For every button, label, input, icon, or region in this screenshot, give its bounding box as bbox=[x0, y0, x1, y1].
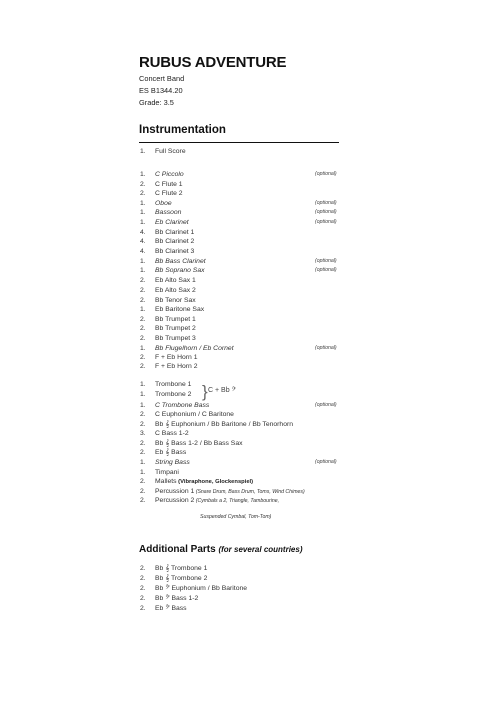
instrument-name: Bb Bass Clarinet bbox=[155, 258, 206, 265]
catalog-code: ES B1344.20 bbox=[139, 86, 183, 95]
instrument-optional-tag: (optional) bbox=[315, 345, 337, 351]
additional-part-count: 2. bbox=[140, 605, 146, 612]
instrument-row bbox=[140, 276, 196, 285]
percussion-2-note-continued: Suspended Cymbal, Tom-Tom) bbox=[200, 514, 272, 520]
instrument-name: Bassoon bbox=[155, 209, 182, 216]
instrument-row bbox=[140, 477, 253, 487]
additional-part-name: Eb 𝄢 Bass bbox=[155, 605, 187, 612]
instrument-name: Eb Alto Sax 1 bbox=[155, 277, 196, 284]
instrument-count: 1. bbox=[140, 267, 146, 274]
instrument-count: 2. bbox=[140, 190, 146, 197]
instrument-row bbox=[140, 257, 206, 266]
instrument-name: Percussion 2 bbox=[155, 497, 195, 504]
instrument-name: Oboe bbox=[155, 200, 172, 207]
additional-part-row bbox=[140, 564, 207, 573]
instrument-row bbox=[140, 266, 205, 275]
instrument-note: (Vibraphone, Glockenspiel) bbox=[176, 479, 254, 485]
instrument-count: 1. bbox=[140, 402, 146, 409]
instrument-name: C Flute 2 bbox=[155, 190, 183, 197]
instrument-name: F + Eb Horn 2 bbox=[155, 363, 198, 370]
instrument-count: 2. bbox=[140, 181, 146, 188]
trombone-brace: } bbox=[202, 382, 208, 401]
instrument-row bbox=[140, 189, 183, 198]
instrument-name: C Trombone Bass bbox=[155, 402, 210, 409]
instrument-row bbox=[140, 170, 184, 179]
instrument-name: Eb Alto Sax 2 bbox=[155, 287, 196, 294]
instrument-row bbox=[140, 390, 191, 399]
additional-part-name: Bb 𝄞 Trombone 1 bbox=[155, 565, 208, 572]
instrument-row bbox=[140, 180, 183, 189]
instrument-optional-tag: (optional) bbox=[315, 267, 337, 273]
instrumentation-heading: Instrumentation bbox=[139, 124, 226, 136]
instrument-row bbox=[140, 353, 198, 362]
instrument-name: F + Eb Horn 1 bbox=[155, 354, 198, 361]
instrument-count: 2. bbox=[140, 325, 146, 332]
instrument-row bbox=[140, 344, 234, 353]
instrument-name: Full Score bbox=[155, 148, 186, 155]
instrument-name: Bb Clarinet 3 bbox=[155, 248, 195, 255]
instrument-count: 2. bbox=[140, 478, 146, 485]
instrument-name: Bb Clarinet 1 bbox=[155, 229, 195, 236]
additional-part-row bbox=[140, 594, 198, 603]
instrument-count: 1. bbox=[140, 258, 146, 265]
instrument-note: (Cymbals a 2, Triangle, Tambourine, bbox=[194, 498, 280, 504]
additional-parts-subtitle: (for several countries) bbox=[218, 545, 303, 554]
ensemble-type: Concert Band bbox=[139, 74, 185, 83]
instrument-row bbox=[140, 410, 234, 419]
instrument-count: 1. bbox=[140, 469, 146, 476]
instrument-name: String Bass bbox=[155, 459, 190, 466]
instrument-name: Bb 𝄞 Bass 1-2 / Bb Bass Sax bbox=[155, 440, 243, 447]
instrument-count: 2. bbox=[140, 316, 146, 323]
additional-part-name: Bb 𝄞 Trombone 2 bbox=[155, 575, 208, 582]
instrument-count: 1. bbox=[140, 306, 146, 313]
instrument-name: Bb Soprano Sax bbox=[155, 267, 205, 274]
instrument-count: 1. bbox=[140, 381, 146, 388]
additional-part-row bbox=[140, 604, 187, 613]
instrument-count: 2. bbox=[140, 421, 146, 428]
instrument-name: Bb Trumpet 2 bbox=[155, 325, 196, 332]
instrument-row bbox=[140, 286, 196, 295]
instrument-count: 1. bbox=[140, 345, 146, 352]
additional-part-count: 2. bbox=[140, 575, 146, 582]
grade-level: Grade: 3.5 bbox=[139, 98, 174, 107]
instrument-name: C Piccolo bbox=[155, 171, 184, 178]
additional-part-count: 2. bbox=[140, 585, 146, 592]
instrument-name: Eb Baritone Sax bbox=[155, 306, 205, 313]
instrument-name: C Bass 1-2 bbox=[155, 430, 189, 437]
instrument-row bbox=[140, 362, 198, 371]
instrument-row bbox=[140, 496, 279, 506]
additional-part-count: 2. bbox=[140, 595, 146, 602]
instrument-name: C Euphonium / C Baritone bbox=[155, 411, 234, 418]
instrument-row bbox=[140, 448, 186, 457]
instrument-row bbox=[140, 228, 194, 237]
instrument-name: Bb Clarinet 2 bbox=[155, 238, 195, 245]
additional-part-row bbox=[140, 584, 247, 593]
instrument-optional-tag: (optional) bbox=[315, 459, 337, 465]
score-title: RUBUS ADVENTURE bbox=[139, 54, 287, 71]
additional-parts-title: Additional Parts bbox=[139, 544, 216, 555]
instrument-row bbox=[140, 305, 204, 314]
instrument-count: 4. bbox=[140, 248, 146, 255]
instrument-count: 2. bbox=[140, 277, 146, 284]
instrument-name: Eb 𝄞 Bass bbox=[155, 449, 187, 456]
instrument-row bbox=[140, 334, 196, 343]
instrument-row bbox=[140, 199, 172, 208]
instrument-count: 1. bbox=[140, 171, 146, 178]
instrument-count: 1. bbox=[140, 459, 146, 466]
instrument-row bbox=[140, 237, 194, 246]
instrument-count: 2. bbox=[140, 449, 146, 456]
instrument-row bbox=[140, 296, 196, 305]
instrument-count: 4. bbox=[140, 229, 146, 236]
instrument-count: 1. bbox=[140, 200, 146, 207]
instrument-count: 2. bbox=[140, 440, 146, 447]
instrument-name: Eb Clarinet bbox=[155, 219, 189, 226]
instrument-row bbox=[140, 468, 179, 477]
instrument-name: Bb Tenor Sax bbox=[155, 297, 196, 304]
instrument-row bbox=[140, 439, 243, 448]
instrument-row bbox=[140, 380, 191, 389]
instrument-optional-tag: (optional) bbox=[315, 219, 337, 225]
instrument-count: 4. bbox=[140, 238, 146, 245]
instrument-count: 1. bbox=[140, 219, 146, 226]
instrument-optional-tag: (optional) bbox=[315, 402, 337, 408]
instrument-row bbox=[140, 218, 189, 227]
instrument-name: Percussion 1 bbox=[155, 488, 195, 495]
instrument-row bbox=[140, 315, 196, 324]
instrument-name: Trombone 1 bbox=[155, 381, 192, 388]
instrument-count: 1. bbox=[140, 391, 146, 398]
instrument-count: 2. bbox=[140, 411, 146, 418]
instrument-name: Timpani bbox=[155, 469, 179, 476]
instrument-name: Bb 𝄞 Euphonium / Bb Baritone / Bb Tenorhorn bbox=[155, 421, 294, 428]
additional-part-name: Bb 𝄢 Euphonium / Bb Baritone bbox=[155, 585, 248, 592]
instrument-name: Bb Trumpet 1 bbox=[155, 316, 196, 323]
instrument-count: 3. bbox=[140, 430, 146, 437]
instrument-count: 2. bbox=[140, 354, 146, 361]
instrument-row bbox=[140, 324, 196, 333]
instrument-count: 2. bbox=[140, 488, 146, 495]
instrument-row bbox=[140, 429, 189, 438]
instrument-count: 2. bbox=[140, 363, 146, 370]
instrument-optional-tag: (optional) bbox=[315, 209, 337, 215]
instrument-row bbox=[140, 401, 209, 410]
instrument-note: (Snare Drum, Bass Drum, Toms, Wind Chimes) bbox=[194, 489, 305, 495]
heading-divider bbox=[139, 142, 339, 143]
additional-part-name: Bb 𝄢 Bass 1-2 bbox=[155, 595, 199, 602]
instrument-name: Trombone 2 bbox=[155, 391, 192, 398]
instrument-count: 2. bbox=[140, 287, 146, 294]
instrument-row bbox=[140, 247, 194, 256]
instrument-row bbox=[140, 420, 293, 429]
instrument-name: C Flute 1 bbox=[155, 181, 183, 188]
instrument-name: Bb Trumpet 3 bbox=[155, 335, 196, 342]
instrument-row bbox=[140, 147, 186, 156]
instrument-count: 2. bbox=[140, 335, 146, 342]
additional-part-row bbox=[140, 574, 207, 583]
instrument-name: Mallets bbox=[155, 478, 177, 485]
instrument-count: 1. bbox=[140, 209, 146, 216]
instrument-row bbox=[140, 458, 190, 467]
additional-parts-heading bbox=[139, 544, 303, 555]
trombone-brace-label: C + Bb 𝄢 bbox=[208, 387, 237, 394]
instrument-optional-tag: (optional) bbox=[315, 171, 337, 177]
instrument-name: Bb Flugelhorn / Eb Cornet bbox=[155, 345, 234, 352]
instrument-optional-tag: (optional) bbox=[315, 200, 337, 206]
additional-part-count: 2. bbox=[140, 565, 146, 572]
instrument-count: 2. bbox=[140, 497, 146, 504]
instrument-row bbox=[140, 208, 181, 217]
instrument-optional-tag: (optional) bbox=[315, 258, 337, 264]
instrument-count: 2. bbox=[140, 297, 146, 304]
instrument-count: 1. bbox=[140, 148, 146, 155]
